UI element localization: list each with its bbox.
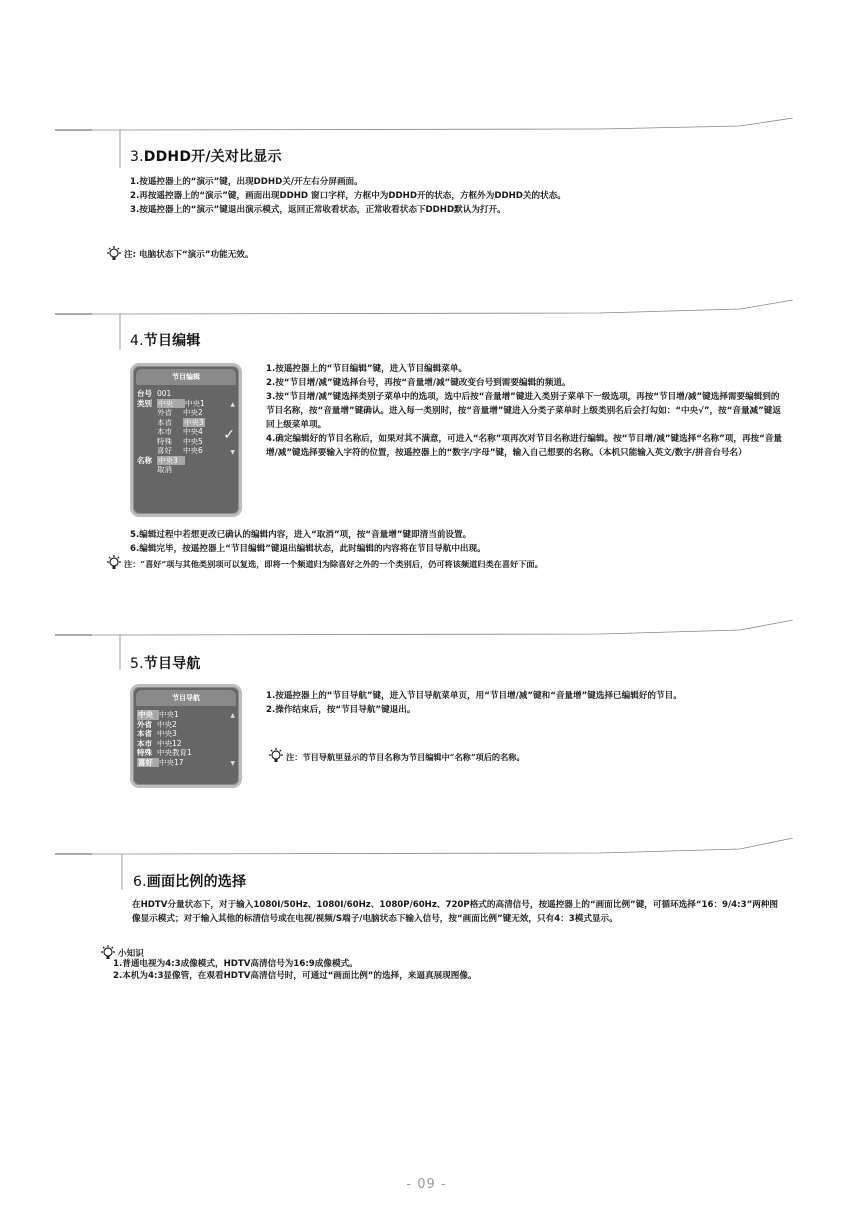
paragraph: 3.按遥控器上的“演示”键退出演示模式，返回正常收看状态，正常收看状态下DDHD默认为打开。: [130, 205, 506, 215]
section-divider-4: [0, 300, 853, 350]
note-3: [106, 248, 506, 264]
paragraph: 3.按“节目增/减”键选择类别子菜单中的选项，选中后按“音量增”键进入类别子菜单下一级选项，再按“节目增/减”键选择需要编辑到的节目名称，按“音量增”键确认。进入每一类别时，按“音量增”键进入分类子菜单时上级类别名后会打勾如：“中央√”，按“音量减”键返回上级菜单项。: [266, 392, 781, 430]
section-divider-6: [0, 838, 853, 890]
menu-row[interactable]: 本省 中央3: [137, 729, 177, 738]
program-edit-menu: [130, 363, 242, 517]
section-title-4: 4.节目编辑: [130, 333, 201, 349]
section-divider-5: [0, 620, 853, 670]
paragraph: 2.按“节目增/减”键选择台号，再按“音量增/减”键改变台号到需要编辑的频道。: [266, 378, 571, 388]
section-title-6: 6.画面比例的选择: [133, 874, 247, 890]
scroll-down-icon: ▼: [230, 449, 235, 456]
section-body-3: [130, 175, 790, 217]
paragraph: 2.再按遥控器上的“演示”键，画面出现DDHD 窗口字样，方框中为DDHD开的状态，方框外为DDHD关的状态。: [130, 191, 566, 201]
menu-row[interactable]: 本市 中央4: [157, 427, 203, 436]
note-text: 注：“喜好”项与其他类别项可以复选，即将一个频道归为除喜好之外的一个类别后，仍可将该频道归类在喜好下面。: [124, 559, 543, 569]
section-divider-3: [0, 118, 853, 168]
menu-header: 节目编辑: [136, 369, 236, 385]
menu-row[interactable]: 中央 中央1: [138, 710, 179, 719]
note-5: [268, 750, 768, 766]
lightbulb-icon: [268, 748, 284, 764]
menu-row[interactable]: 外省 中央2: [157, 408, 203, 417]
section-steps-4: [266, 362, 788, 460]
paragraph: 在HDTV分量状态下，对于输入1080I/50Hz、1080I/60Hz、1080P/60Hz、720P格式的高清信号，按遥控器上的“画面比例”键，可循环选择“16：9/4:3”两种图像显示模式；对于输入其他的标清信号或在电视/视频/S端子/电脑状态下输入信号，按“画面比例”键无效，只有4：3模式显示。: [132, 900, 778, 924]
menu-row[interactable]: 喜好 中央6: [157, 446, 203, 455]
note-text: 注: 电脑状态下“演示”功能无效。: [124, 250, 254, 260]
menu-row[interactable]: 本市 中央12: [137, 738, 182, 748]
menu-header: 节目导航: [136, 690, 236, 706]
paragraph: 2.操作结束后，按“节目导航”键退出。: [266, 705, 416, 715]
menu-row[interactable]: 特殊 中央5: [157, 436, 203, 446]
section-title-5: 5.节目导航: [130, 656, 201, 672]
menu-row[interactable]: 取消: [157, 465, 172, 474]
lightbulb-icon: [106, 555, 122, 571]
scroll-down-icon: ▼: [230, 760, 235, 767]
section-body-6: [132, 898, 782, 926]
paragraph: 5.编辑过程中若想更改已确认的编辑内容，进入“取消”项，按“音量增”键即清当前设置。: [130, 530, 472, 540]
paragraph: 6.编辑完毕，按遥控器上“节目编辑”键退出编辑状态，此时编辑的内容将在节目导航中出现。: [130, 544, 486, 554]
paragraph: 1.普通电视为4:3成像模式，HDTV高清信号为16:9成像模式。: [113, 959, 358, 969]
page-number: - 09 -: [406, 1177, 447, 1192]
tip-title: 小知识: [118, 949, 144, 959]
section-body-4: [130, 528, 790, 556]
lightbulb-icon: [106, 246, 122, 262]
menu-row[interactable]: 喜好 中央17: [138, 757, 184, 767]
scroll-up-icon: ▲: [230, 712, 235, 719]
section-steps-5: [266, 689, 788, 717]
paragraph: 2.本机为4:3显像管，在观看HDTV高清信号时，可通过“画面比例”的选择，来逼真展现图像。: [113, 971, 477, 981]
program-guide-menu: [130, 684, 242, 788]
menu-row[interactable]: 外省 中央2: [137, 719, 177, 729]
paragraph: 4.确定编辑好的节目名称后，如果对其不满意，可进入“名称”项再次对节目名称进行编辑。按“节目增/减”键选择“名称”项，再按“音量增/减”键选择要输入字符的位置，按遥控器上的“数字/字母”键，输入自己想要的名称。（本机只能输入英文/数字/拼音台号名）: [266, 434, 782, 458]
menu-row[interactable]: 本省 中央3: [157, 417, 204, 427]
menu-row[interactable]: 特殊 中央教育1: [137, 748, 192, 757]
note-4: [106, 557, 796, 573]
section-title-3: 3.DDHD开/关对比显示: [130, 149, 282, 165]
scroll-up-icon: ▲: [230, 401, 235, 408]
paragraph: 1.按遥控器上的“演示”键，出现DDHD关/开左右分屏画面。: [130, 177, 363, 187]
menu-row[interactable]: 名称 中央3: [137, 456, 235, 466]
menu-row[interactable]: 类别 中央 中央1: [137, 398, 205, 408]
tip-body-6: [113, 958, 773, 982]
menu-row[interactable]: 台号 001: [137, 389, 172, 398]
paragraph: 1.按遥控器上的“节目编辑”键，进入节目编辑菜单。: [266, 364, 468, 374]
note-text: 注：节目导航里显示的节目名称为节目编辑中“名称”项后的名称。: [286, 752, 525, 762]
paragraph: 1.按遥控器上的“节目导航”键，进入节目导航菜单页，用“节目增/减”键和“音量增”键选择已编辑好的节目。: [266, 691, 682, 701]
check-icon: ✓: [223, 427, 235, 443]
